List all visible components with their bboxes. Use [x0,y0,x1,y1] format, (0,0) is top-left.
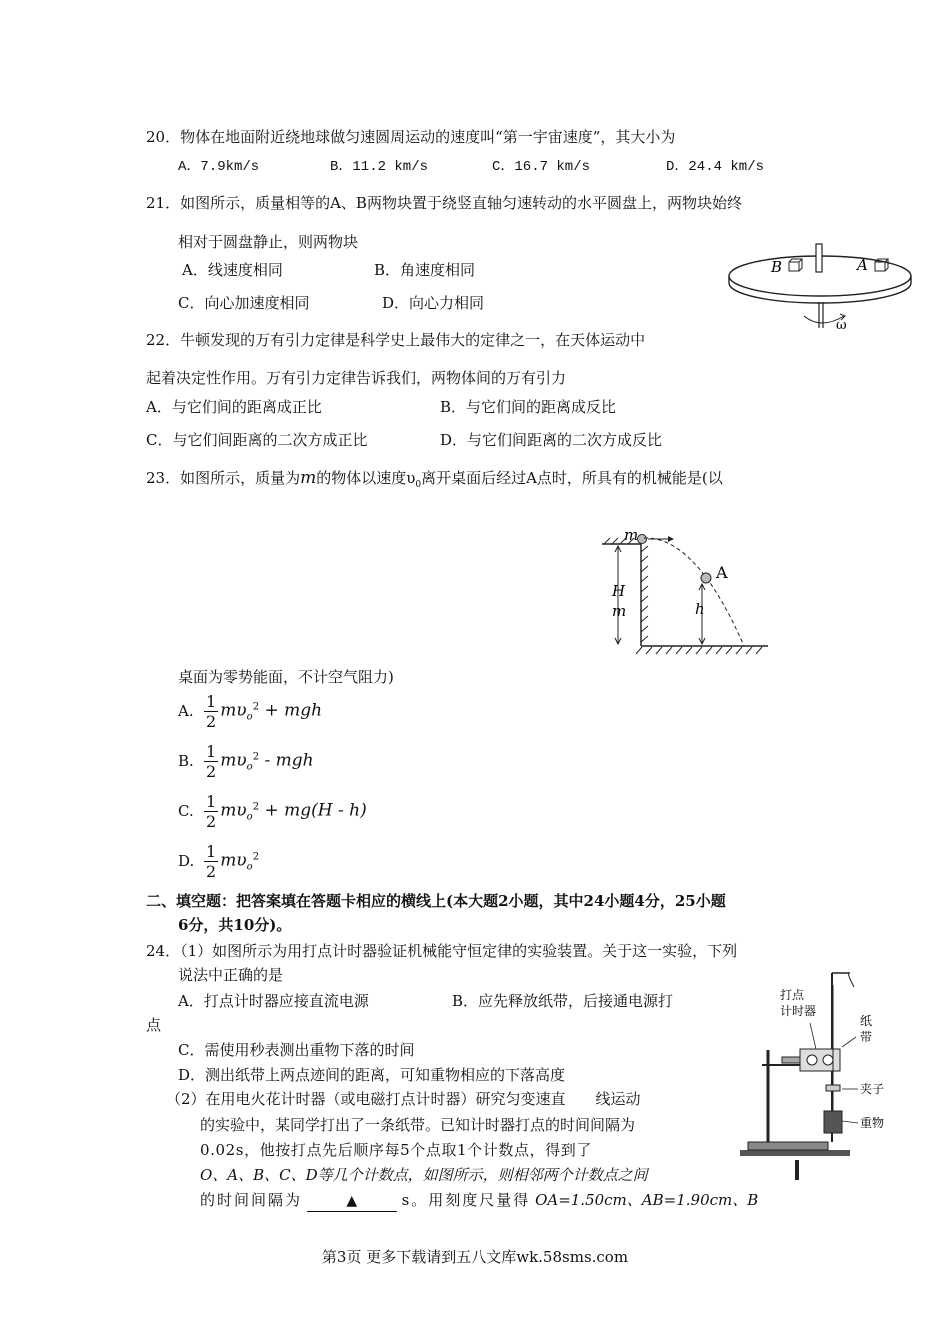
option-subscript: o [246,761,253,773]
q21-stem-line1: 21．如图所示，质量相等的A、B两物块置于绕竖直轴匀速转动的水平圆盘上，两物块始终 [146,194,742,212]
block-a-label: A [857,256,868,274]
q20-option-b: B．11.2 km/s [330,159,429,175]
section2-heading-line2: 6分，共10分)。 [178,916,292,934]
q23-option-b [178,742,314,781]
fraction [204,842,218,881]
q20-option-c: C．16.7 km/s [492,159,591,175]
q24-line1: 24．（1）如图所示为用打点计时器验证机械能守恒定律的实验装置。关于这一实验，下列 [146,942,738,960]
fraction-numerator: 1 [206,742,217,761]
q21-option-c: C．向心加速度相同 [178,294,310,312]
q23-stem-mass: m [300,468,317,488]
option-expression: mυ [220,800,247,821]
tape-label-line2: 带 [860,1030,873,1044]
q22-stem-line1: 22．牛顿发现的万有引力定律是科学史上最伟大的定律之一，在天体运动中 [146,331,646,349]
q24-line2: 说法中正确的是 [178,966,284,984]
option-superscript: 2 [252,851,260,863]
q23-stem-line1 [146,467,723,492]
q24-part2-line1 [166,1090,641,1110]
q23-stem-velocity-sub: 0 [415,480,422,490]
q24-part2-line5a: 的时间间隔为 [200,1191,303,1209]
option-subscript: o [246,811,253,823]
blank-marker: ▲ [346,1193,358,1209]
q20-stem: 20．物体在地面附近绕地球做匀速圆周运动的速度叫“第一宇宙速度”，其大小为 [146,128,676,146]
q24-option-a: A．打点计时器应接直流电源 [178,992,369,1010]
q22-option-c: C．与它们间距离的二次方成正比 [146,431,368,449]
q23-stem-part3: 离开桌面后经过A点时，所具有的机械能是(以 [421,469,723,487]
fraction [204,692,218,731]
fraction-numerator: 1 [206,692,217,711]
q22-option-d: D．与它们间距离的二次方成反比 [440,431,663,449]
timer-label-line1: 打点 [780,988,805,1002]
option-expression: mυ [220,700,247,721]
fraction-denominator: 2 [206,812,217,832]
q24-option-b-cont: 点 [146,1016,162,1034]
q21-option-d: D．向心力相同 [382,294,485,312]
q24-option-d: D．测出纸带上两点迹间的距离，可知重物相应的下落高度 [178,1066,566,1084]
option-letter: A. [178,701,194,720]
option-expression: mυ [220,750,247,771]
q23-option-a [178,692,322,731]
q24-part2-line2: 的实验中，某同学打出了一条纸带。已知计时器打点的时间间隔为 [200,1116,636,1134]
option-subscript: o [246,861,253,873]
option-letter: B. [178,751,194,770]
q24-part2-line1a: （2）在用电火花计时器（或电磁打点计时器）研究匀变速直 [166,1090,566,1108]
option-superscript: 2 [252,751,260,763]
fraction [204,742,218,781]
option-subscript: o [246,711,253,723]
fraction-denominator: 2 [206,712,217,732]
q23-stem-part2: 的物体以速度 [316,469,407,487]
option-letter: D. [178,851,195,870]
projectile-figure [596,526,776,662]
fraction-denominator: 2 [206,762,217,782]
q21-option-b: B．角速度相同 [374,261,476,279]
q23-option-c [178,792,367,831]
block-b-label: B [771,258,783,276]
q23-stem-line2: 桌面为零势能面，不计空气阻力) [178,668,394,686]
fraction-numerator: 1 [206,792,217,811]
q24-part2-line5c: OA=1.50cm、AB=1.90cm、B [535,1191,759,1209]
answer-blank[interactable] [307,1191,397,1212]
q24-part2-line3: 0.02s，他按打点先后顺序每5个点取1个计数点，得到了 [200,1141,592,1159]
q22-stem-line2: 起着决定性作用。万有引力定律告诉我们，两物体间的万有引力 [146,369,567,387]
q20-option-d: D．24.4 km/s [666,159,765,175]
weight-label: 重物 [860,1116,885,1130]
option-tail: - mgh [259,750,314,771]
option-tail: + mgh [259,700,323,721]
section2-heading-line1: 二、填空题：把答案填在答题卡相应的横线上(本大题2小题，其中24小题4分，25小题 [146,892,726,910]
height-h-label: h [695,600,705,618]
q21-stem-line2: 相对于圆盘静止，则两物块 [178,233,359,251]
q23-stem-velocity: υ [406,469,416,487]
option-superscript: 2 [252,701,260,713]
option-tail: + mg(H - h) [259,800,367,821]
tape-label-line1: 纸 [860,1014,873,1028]
page-footer: 第3页 更多下载请到五八文库wk.58sms.com [321,1248,629,1266]
option-expression: mυ [220,850,247,871]
q24-option-c: C．需使用秒表测出重物下落的时间 [178,1041,415,1059]
q20-option-a: A．7.9km/s [178,159,260,175]
mass-label: m [624,526,639,544]
fraction [204,792,218,831]
fraction-denominator: 2 [206,862,217,882]
q24-part2-line4: O、A、B、C、D等几个计数点，如图所示，则相邻两个计数点之间 [200,1166,648,1184]
q22-option-a: A．与它们间的距离成正比 [146,398,322,416]
height-m-label: m [612,602,627,620]
rotating-disc-figure [726,238,916,333]
fraction-numerator: 1 [206,842,217,861]
option-letter: C. [178,801,194,820]
q23-option-d [178,842,259,881]
omega-label: ω [836,318,847,333]
q24-part2-line5b: s。用刻度尺量得 [401,1191,531,1209]
q24-option-b: B．应先释放纸带，后接通电源打 [452,992,674,1010]
q23-stem-part1: 23．如图所示，质量为 [146,469,301,487]
timer-apparatus-figure [740,965,900,1180]
q24-part2-line5 [200,1191,758,1212]
q24-part2-line1b: 线运动 [595,1090,641,1108]
q21-option-a: A．线速度相同 [182,261,283,279]
q22-option-b: B．与它们间的距离成反比 [440,398,617,416]
height-H-label: H [612,582,626,600]
option-superscript: 2 [252,801,260,813]
point-a-label: A [716,563,728,582]
clip-label: 夹子 [860,1082,885,1096]
timer-label-line2: 计时器 [780,1004,817,1018]
